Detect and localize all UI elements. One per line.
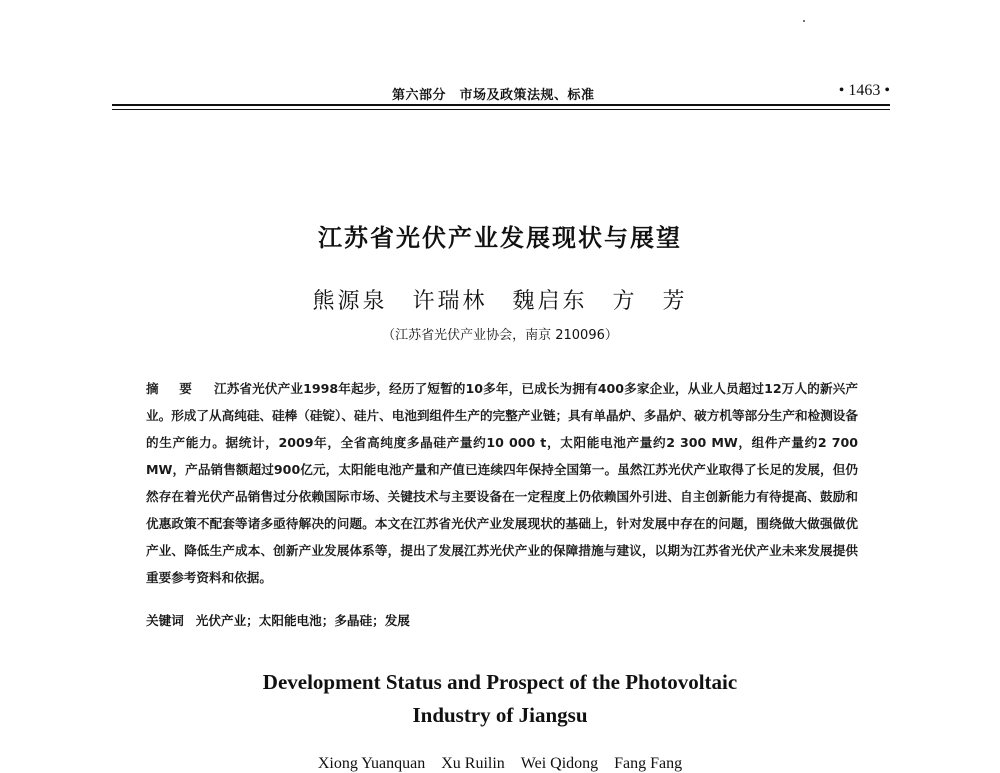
header-rule-thick: [112, 104, 890, 106]
keywords-line: [146, 610, 858, 629]
affiliation-cn: （江苏省光伏产业协会，南京 210096）: [382, 328, 618, 343]
keywords-text: 光伏产业；太阳能电池；多晶硅；发展: [195, 613, 410, 628]
title-en-line2: Industry of Jiangsu: [412, 703, 588, 727]
page-number: • 1463 •: [838, 82, 890, 99]
scan-speck: [803, 20, 805, 22]
header-rule-thin: [112, 109, 890, 110]
abstract-label: 摘 要: [146, 381, 200, 396]
authors-en: Xiong Yuanquan Xu Ruilin Wei Qidong Fang Fang: [317, 755, 683, 772]
abstract-block: [146, 375, 858, 591]
header-section-title: 第六部分 市场及政策法规、标准: [392, 88, 595, 103]
authors-cn: 熊源泉 许瑞林 魏启东 方 芳: [312, 289, 688, 314]
keywords-label: 关键词: [146, 613, 184, 628]
title-en-line1: Development Status and Prospect of the Photovoltaic: [262, 670, 738, 694]
article-title-cn: 江苏省光伏产业发展现状与展望: [318, 224, 682, 252]
running-header: [112, 82, 890, 104]
abstract-text: 江苏省光伏产业1998年起步，经历了短暂的10多年，已成长为拥有400多家企业，从业人员超过12万人的新兴产业。形成了从高纯硅、硅棒（硅锭）、硅片、电池到组件生产的完整产业链；具有单晶炉、多晶炉、破方机等部分生产和检测设备的生产能力。据统计，2009年，全省高纯度多晶硅产量约10 000 t，太阳能电池产量约2 300 MW，组件产量约2 700 MW，产品销售额超过900亿元，太阳能电池产量和产值已连续四年保持全国第一。虽然江苏光伏产业取得了长足的发展，但仍然存在着光伏产品销售过分依赖国际市场、关键技术与主要设备在一定程度上仍依赖国外引进、自主创新能力有待提高、鼓励和优惠政策不配套等诸多亟待解决的问题。本文在江苏省光伏产业发展现状的基础上，针对发展中存在的问题，围绕做大做强做优产业、降低生产成本、创新产业发展体系等，提出了发展江苏光伏产业的保障措施与建议，以期为江苏省光伏产业未来发展提供重要参考资料和依据。: [146, 381, 859, 585]
article-title-en: [0, 666, 1000, 732]
